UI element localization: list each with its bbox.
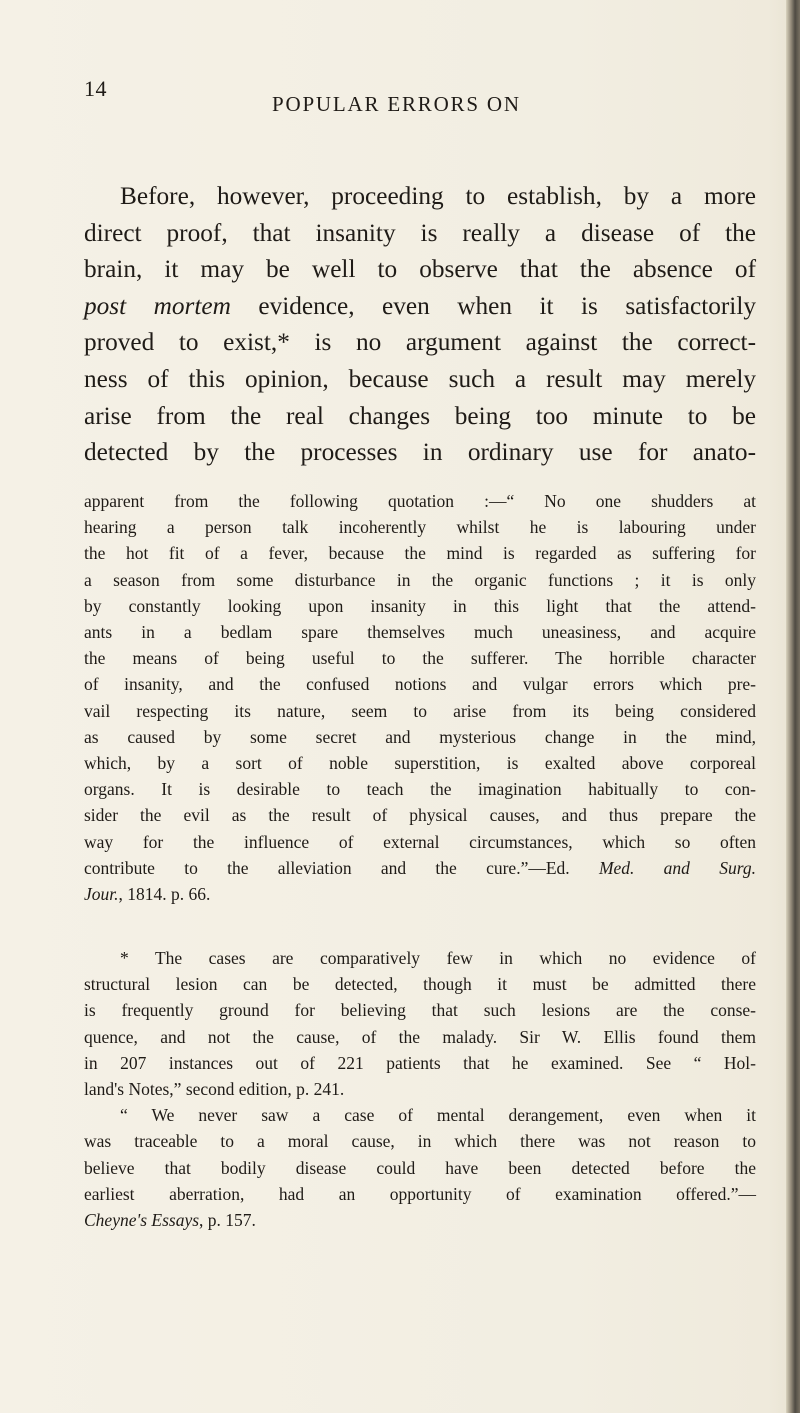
running-head: POPULAR ERRORS ON bbox=[272, 92, 521, 116]
footnote-line bbox=[84, 1207, 756, 1233]
footnote-line bbox=[84, 881, 756, 907]
main-paragraph bbox=[84, 178, 756, 471]
footnote-line: earliest aberration, had an opportunity of examination offered.”— bbox=[84, 1183, 756, 1204]
footnote-line: the means of being useful to the sufferer. The horrible character bbox=[84, 648, 756, 669]
footnote-line: * The cases are comparatively few in which no evidence of bbox=[120, 948, 756, 968]
footnote-line: the hot fit of a fever, because the mind is regarded as suffering for bbox=[84, 543, 756, 564]
main-line: detected by the processes in ordinary use for anato- bbox=[84, 438, 756, 467]
footnote-line: of insanity, and the confused notions and vulgar errors which pre- bbox=[84, 674, 756, 695]
text-segment: , 1814. p. 66. bbox=[118, 884, 211, 905]
footnote-line: sider the evil as the result of physical causes, and thus prepare the bbox=[84, 805, 756, 826]
main-line: arise from the real changes being too minute to be bbox=[84, 401, 756, 430]
footnote-line: by constantly looking upon insanity in this light that the attend- bbox=[84, 595, 756, 616]
main-line: brain, it may be well to observe that the absence of bbox=[84, 255, 756, 284]
footnote-line: in 207 instances out of 221 patients that he examined. See “ Hol- bbox=[84, 1052, 756, 1073]
emphasis-text: post mortem bbox=[84, 291, 231, 320]
footnote-line: vail respecting its nature, seem to arise from its being considered bbox=[84, 700, 756, 721]
footnote-line bbox=[84, 855, 756, 881]
text-segment: contribute to the alleviation and the cure.”—Ed. bbox=[84, 857, 599, 878]
footnote-line: apparent from the following quotation :—“ No one shudders at bbox=[84, 491, 756, 511]
journal-title: Med. and Surg. bbox=[598, 857, 756, 878]
footnote-line: land's Notes,” second edition, p. 241. bbox=[84, 1079, 345, 1100]
main-line: direct proof, that insanity is really a disease of the bbox=[84, 218, 756, 247]
main-line: Before, however, proceeding to establish, by a more bbox=[120, 182, 756, 210]
footnote-line: hearing a person talk incoherently whilst he is labouring under bbox=[84, 517, 756, 538]
footnote-line: as caused by some secret and mysterious change in the mind, bbox=[84, 726, 756, 747]
footnote-line: structural lesion can be detected, though it must be admitted there bbox=[84, 974, 756, 995]
page-edge bbox=[786, 0, 800, 1413]
footnote-line: which, by a sort of noble superstition, is exalted above corporeal bbox=[84, 753, 756, 774]
main-line: proved to exist,* is no argument against the correct- bbox=[84, 328, 756, 357]
text-segment: , p. 157. bbox=[199, 1210, 256, 1231]
journal-abbrev: Jour. bbox=[84, 884, 119, 905]
footnote-continuation bbox=[84, 488, 756, 907]
footnote-line: “ We never saw a case of mental derangement, even when it bbox=[120, 1105, 756, 1126]
footnote-line: a season from some disturbance in the organic functions ; it is only bbox=[84, 569, 756, 590]
page-number: 14 bbox=[84, 76, 107, 101]
main-line bbox=[84, 288, 756, 325]
footnote-line: quence, and not the cause, of the malady. Sir W. Ellis found them bbox=[84, 1026, 756, 1047]
main-line: ness of this opinion, because such a result may merely bbox=[84, 364, 756, 393]
text-segment: evidence, even when it is satisfactorily bbox=[230, 291, 757, 320]
footnote-line: organs. It is desirable to teach the imagination habitually to con- bbox=[84, 779, 756, 800]
footnote-line: was traceable to a moral cause, in which there was not reason to bbox=[84, 1131, 756, 1152]
footnote-line: way for the influence of external circumstances, which so often bbox=[84, 831, 756, 852]
footnote-star bbox=[84, 945, 756, 1233]
book-title: Cheyne's Essays bbox=[84, 1210, 200, 1231]
footnote-line: is frequently ground for believing that such lesions are the conse- bbox=[84, 1000, 756, 1021]
footnote-line: ants in a bedlam spare themselves much uneasiness, and acquire bbox=[84, 622, 756, 643]
footnote-line: believe that bodily disease could have been detected before the bbox=[84, 1157, 756, 1178]
